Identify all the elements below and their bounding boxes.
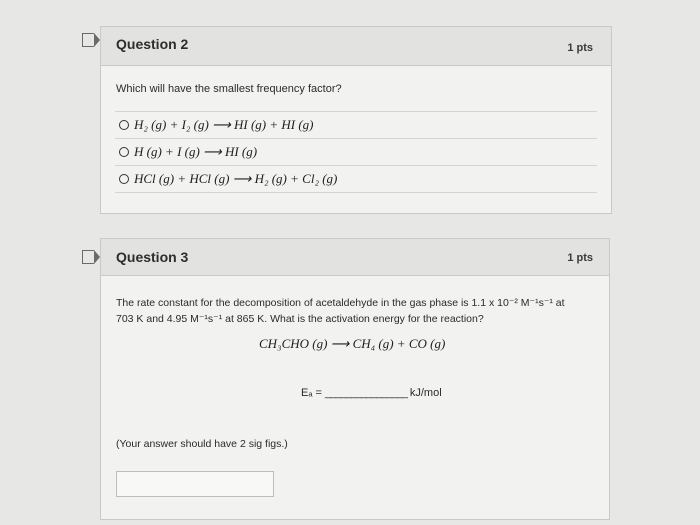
question-2-prompt: Which will have the smallest frequency factor?: [116, 83, 342, 95]
sig-figs-note: (Your answer should have 2 sig figs.): [116, 438, 288, 450]
reaction-equation: CH₃CHO (g) ⟶ CH₄ (g) + CO (g): [259, 336, 446, 351]
flag-icon-question-2[interactable]: [82, 33, 94, 47]
option-3[interactable]: [115, 165, 597, 193]
question-3-card: [100, 238, 610, 520]
question-2-header: [101, 27, 611, 66]
question-3-text: [116, 295, 604, 327]
activation-energy-label: Eₐ =: [301, 387, 325, 399]
radio-button-icon[interactable]: [119, 147, 129, 157]
question-3-text-line-1: The rate constant for the decomposition of acetaldehyde in the gas phase is 1.1 x 10⁻² M⁻¹s⁻¹ at: [116, 297, 565, 309]
flag-icon-question-3[interactable]: [82, 250, 94, 264]
radio-button-icon[interactable]: [119, 120, 129, 130]
question-2-points: 1 pts: [567, 42, 593, 54]
answer-line: [301, 387, 442, 399]
answer-blank: ________________: [324, 387, 407, 399]
radio-button-icon[interactable]: [119, 174, 129, 184]
question-3-title: Question 3: [116, 249, 189, 265]
answer-unit: kJ/mol: [409, 387, 442, 399]
option-1[interactable]: [115, 111, 597, 138]
question-2-title: Question 2: [116, 36, 189, 52]
answer-input[interactable]: [116, 471, 274, 497]
question-2-options: [115, 111, 597, 193]
question-3-text-line-2: 703 K and 4.95 M⁻¹s⁻¹ at 865 K. What is the activation energy for the reaction?: [116, 313, 484, 325]
question-3-points: 1 pts: [567, 252, 593, 264]
question-3-header: [101, 239, 609, 276]
option-2[interactable]: [115, 138, 597, 165]
option-3-label: HCl (g) + HCl (g) ⟶ H₂ (g) + Cl₂ (g): [134, 171, 338, 186]
option-1-label: H₂ (g) + I₂ (g) ⟶ HI (g) + HI (g): [134, 117, 314, 132]
option-2-label: H (g) + I (g) ⟶ HI (g): [134, 144, 258, 159]
question-2-card: [100, 26, 612, 214]
